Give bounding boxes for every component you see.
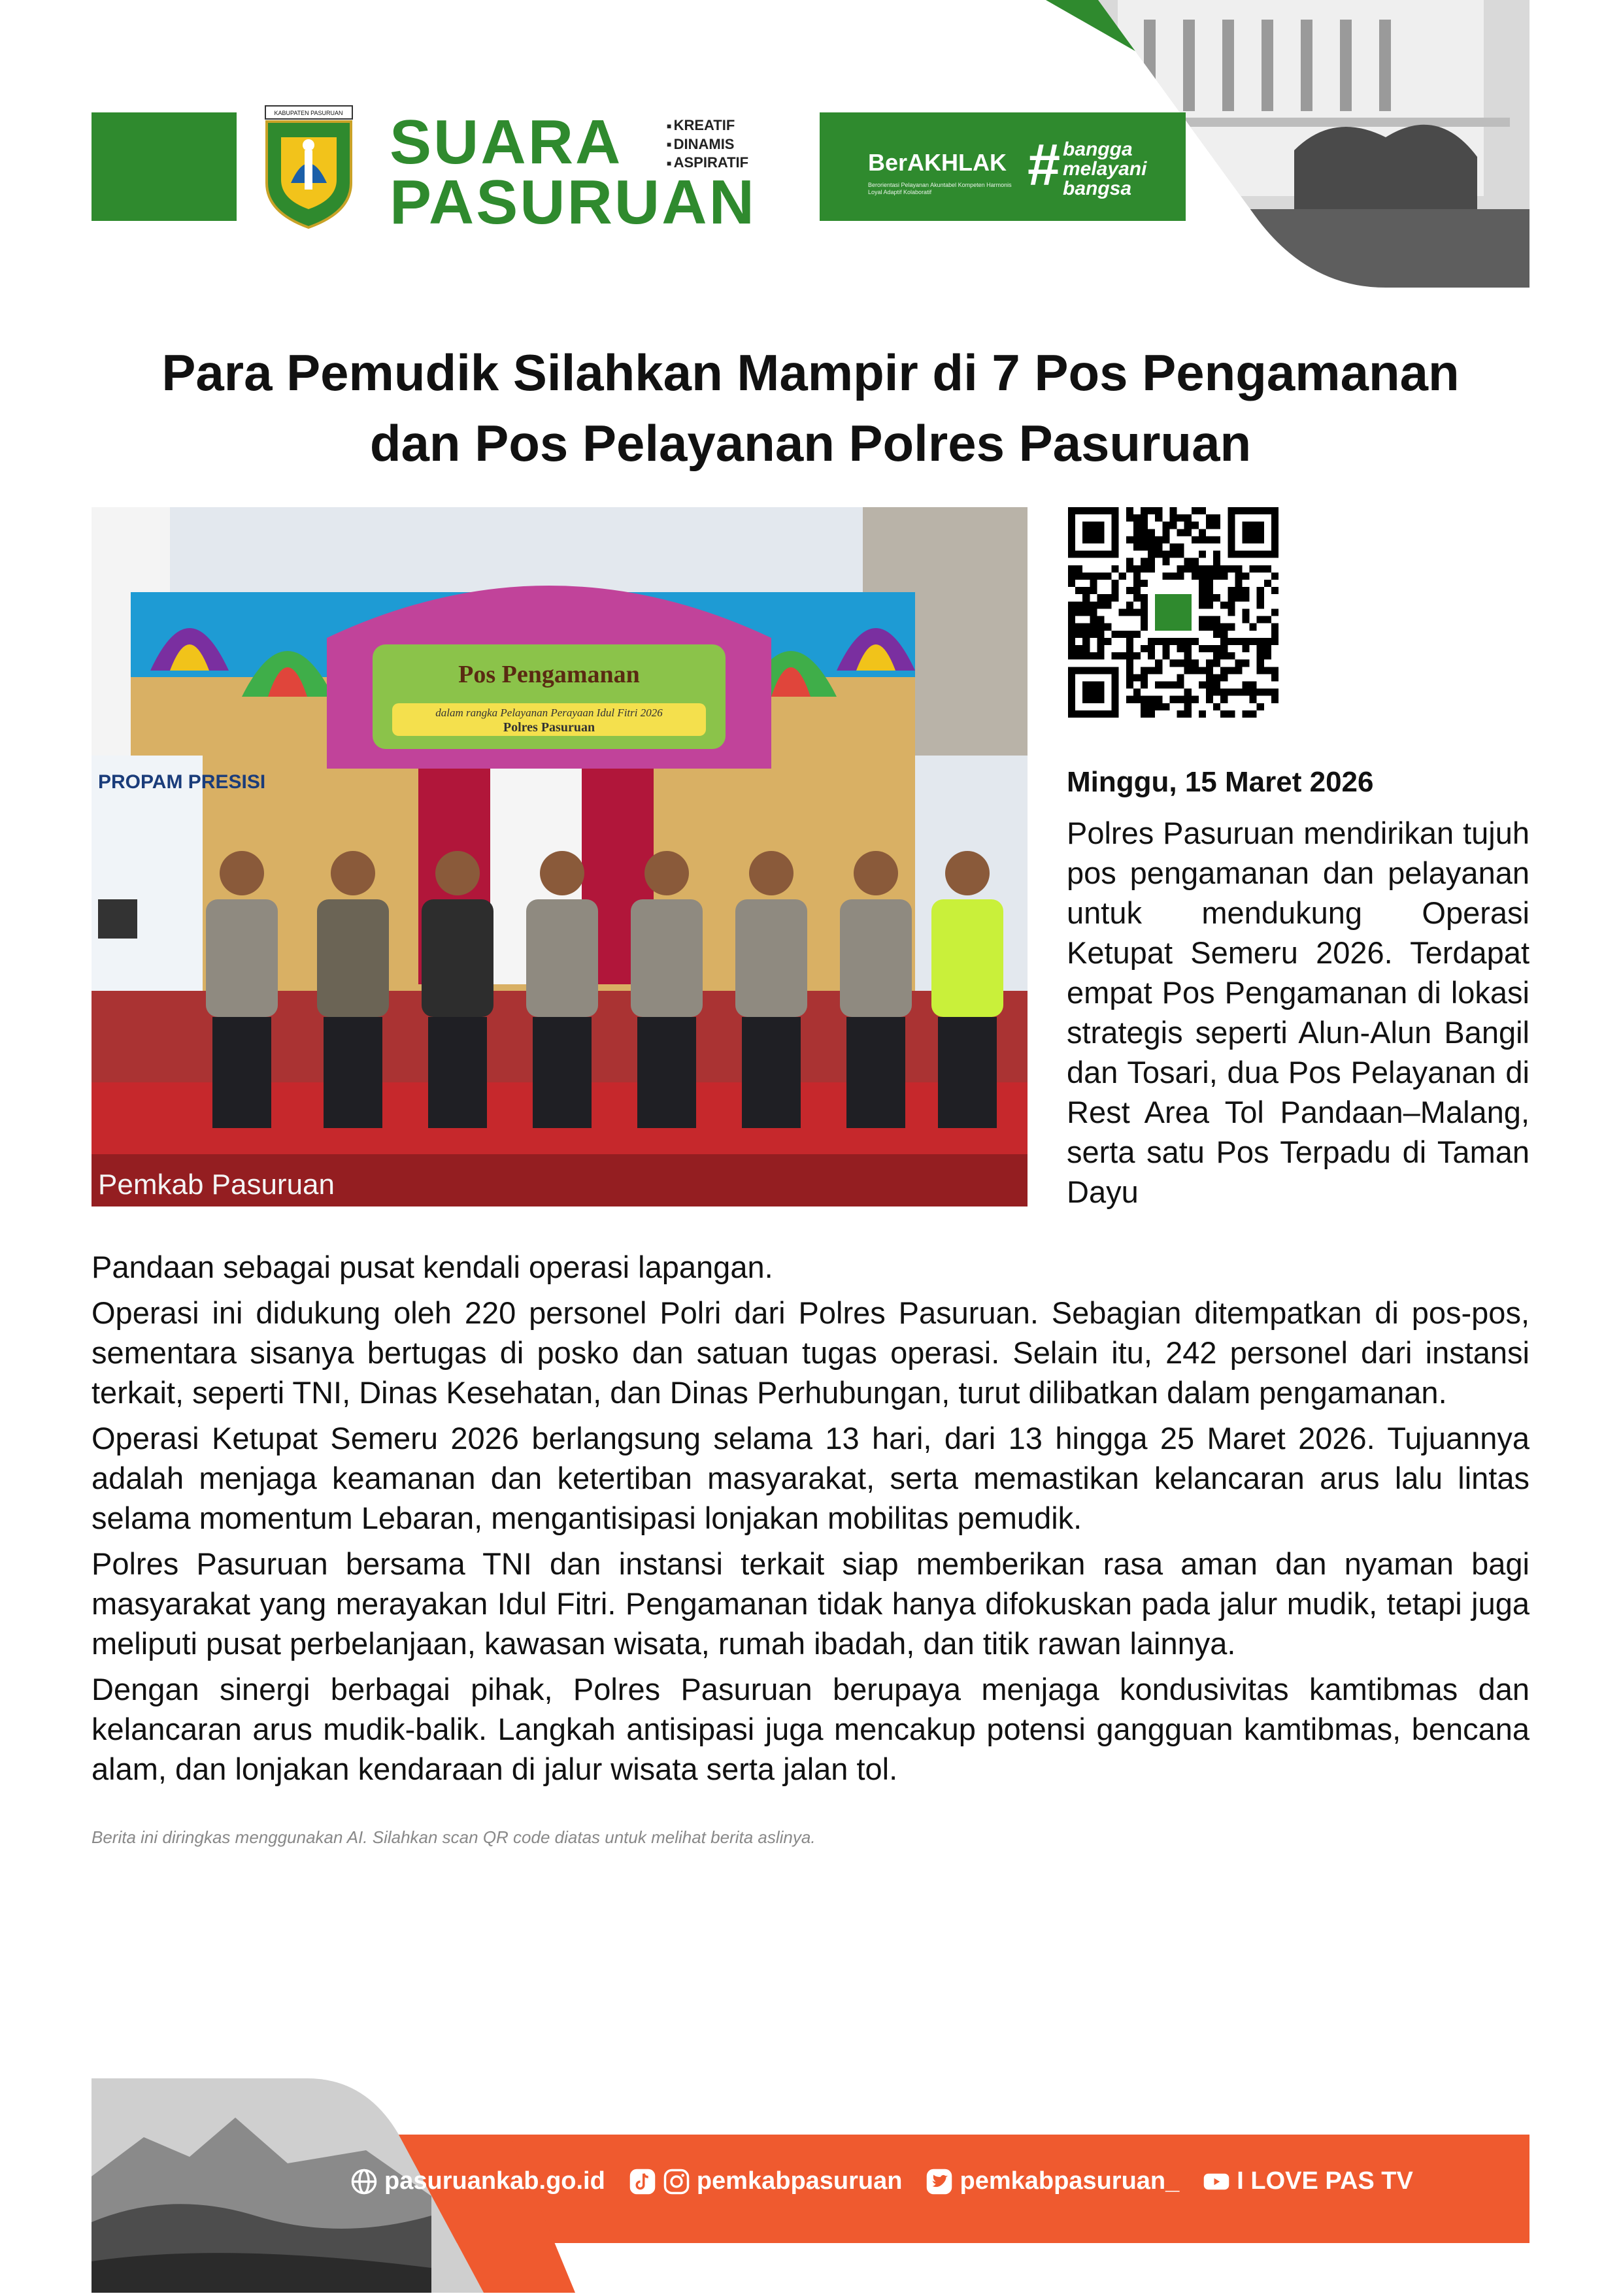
brand-line-pasuruan: PASURUAN — [390, 167, 756, 237]
berakhlak-logo: BerAKHLAK — [868, 149, 1007, 176]
tagline-item: ■ KREATIF — [667, 116, 748, 135]
footer-twitter[interactable] — [926, 2167, 1179, 2195]
website-label: pasuruankab.go.id — [384, 2167, 605, 2195]
qr-code[interactable] — [1068, 507, 1278, 718]
bangga-line: bangga — [1063, 139, 1133, 160]
photo-credit: Pemkab Pasuruan — [98, 1169, 335, 1201]
body-paragraph: Operasi ini didukung oleh 220 personel Polri dari Polres Pasuruan. Sebagian ditempatkan di pos-pos, sementara sisanya bertugas di posko dan satuan tugas operasi. Selain itu, 242 personel dari instansi terkait, seperti TNI, Dinas Kesehatan, dan Dinas Perhubungan, turut dilibatkan dalam pengamanan. — [92, 1295, 1529, 1410]
footer-website[interactable] — [350, 2167, 605, 2195]
tagline-item: ■ ASPIRATIF — [667, 154, 748, 173]
article-title — [92, 337, 1529, 478]
article-date: Minggu, 15 Maret 2026 — [1067, 766, 1374, 798]
social-handle: pemkabpasuruan — [696, 2167, 903, 2195]
body-paragraph: Operasi Ketupat Semeru 2026 berlangsung selama 13 hari, dari 13 hingga 25 Maret 2026. Tujuannya adalah menjaga keamanan dan ketertiban masyarakat, serta memastikan kelancaran arus lalu lintas selama momentum Lebaran, mengantisipasi lonjakan mobilitas pemudik. — [92, 1421, 1529, 1535]
bangga-line: bangsa — [1063, 178, 1132, 199]
article-body — [92, 1247, 1529, 1795]
svg-text:KABUPATEN PASURUAN: KABUPATEN PASURUAN — [274, 110, 343, 116]
svg-text:PROPAM PRESISI: PROPAM PRESISI — [98, 771, 266, 793]
svg-text:Polres Pasuruan: Polres Pasuruan — [503, 720, 595, 735]
article-lead-paragraph: Polres Pasuruan mendirikan tujuh pos pengamanan dan pelayanan untuk mendukung Operasi Ketupat Semeru 2026. Terdapat empat Pos Pengamanan di lokasi strategis seperti Alun-Alun Bangil dan Tosari, dua Pos Pelayanan di Rest Area Tol Pandaan–Malang, serta satu Pos Terpadu di Taman Dayu — [1067, 816, 1529, 1209]
brand-line-suara: SUARA — [390, 107, 623, 177]
twitter-handle: pemkabpasuruan_ — [960, 2167, 1180, 2195]
header-left-accent-bar — [92, 112, 237, 221]
footer-youtube[interactable] — [1203, 2167, 1413, 2195]
brand-tagline — [667, 116, 748, 173]
hashtag-icon: # — [1028, 133, 1061, 198]
bangga-melayani-bangsa-logo — [1063, 140, 1146, 199]
berakhlak-subtitle: Berorientasi Pelayanan Akuntabel Kompeten Harmonis Loyal Adaptif Kolaboratif — [868, 182, 1012, 195]
footer-links — [350, 2167, 1437, 2195]
footer-tiktok-instagram[interactable] — [629, 2167, 903, 2195]
body-paragraph: Polres Pasuruan bersama TNI dan instansi terkait siap memberikan rasa aman dan nyaman bagi masyarakat yang merayakan Idul Fitri. Pengamanan tidak hanya difokuskan pada jalur mudik, tetapi juga meliputi pusat perbelanjaan, kawasan wisata, rumah ibadah, dan titik rawan lainnya. — [92, 1546, 1529, 1661]
title-line-1: Para Pemudik Silahkan Mampir di 7 Pos Pengamanan — [161, 344, 1460, 401]
body-paragraph: Dengan sinergi berbagai pihak, Polres Pasuruan berupaya menjaga kondusivitas kamtibmas dan kelancaran arus mudik-balik. Langkah antisipasi juga mencakup potensi gangguan kamtibmas, bencana alam, dan lonjakan kendaraan di jalur wisata serta jalan tol. — [92, 1672, 1529, 1786]
svg-text:dalam rangka Pelayanan Perayaa: dalam rangka Pelayanan Perayaan Idul Fitri 2026 — [435, 707, 663, 719]
ai-disclaimer: Berita ini diringkas menggunakan AI. Silahkan scan QR code diatas untuk melihat berita aslinya. — [92, 1827, 816, 1847]
body-paragraph: Pandaan sebagai pusat kendali operasi lapangan. — [92, 1250, 773, 1284]
svg-text:Pos Pengamanan: Pos Pengamanan — [458, 661, 640, 688]
twitter-icon — [926, 2168, 953, 2195]
globe-icon — [350, 2168, 378, 2195]
tagline-item: ■ DINAMIS — [667, 135, 748, 154]
article-photo — [92, 507, 1028, 1206]
tiktok-icon — [629, 2168, 656, 2195]
instagram-icon — [663, 2168, 690, 2195]
kabupaten-pasuruan-emblem — [261, 105, 356, 229]
youtube-channel: I LOVE PAS TV — [1237, 2167, 1413, 2195]
title-line-2: dan Pos Pelayanan Polres Pasuruan — [369, 414, 1252, 472]
youtube-icon — [1203, 2168, 1230, 2195]
bangga-line: melayani — [1063, 158, 1147, 180]
